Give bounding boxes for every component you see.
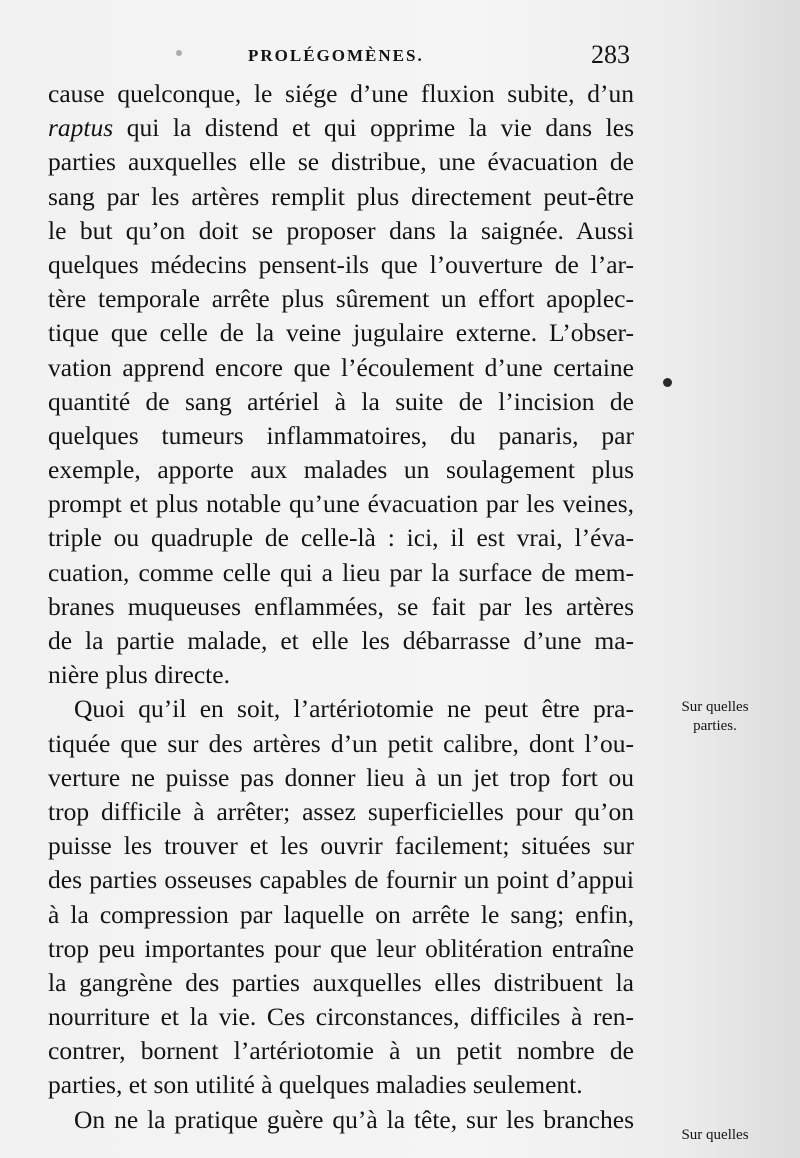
text-line: trop difficile à arrêter; assez superficielles pour qu’on (48, 796, 634, 826)
text-line: à la compression par laquelle on arrête le sang; enfin, (48, 899, 634, 929)
margin-note-line: parties. (693, 718, 737, 734)
italic-term: raptus (48, 113, 114, 143)
ink-spot (663, 378, 672, 387)
text-line: nourriture et la vie. Ces circonstances, difficiles à ren- (48, 1002, 634, 1032)
text-line (48, 111, 634, 145)
text-line: tiquée que sur des artères d’un petit calibre, dont l’ou- (48, 728, 634, 758)
body-text (48, 77, 634, 1137)
text-line: quelques tumeurs inflammatoires, du panaris, par (48, 420, 634, 450)
text-line: contrer, bornent l’artériotomie à un petit nombre de (48, 1036, 634, 1066)
margin-note-line: Sur quelles (681, 1127, 749, 1143)
text-line: trop peu importantes pour que leur oblitération entraîne (48, 933, 634, 963)
text-line: quantité de sang artériel à la suite de l’incision de (48, 386, 634, 416)
text-line: exemple, apporte aux malades un soulagement plus (48, 455, 634, 485)
margin-note-2 (655, 1126, 775, 1145)
running-head (48, 40, 630, 74)
margin-note-1 (655, 698, 775, 736)
text-line: des parties osseuses capables de fournir un point d’appui (48, 865, 634, 895)
text-line: verture ne puisse pas donner lieu à un jet trop fort ou (48, 762, 634, 792)
ink-spot (176, 50, 182, 56)
text-line: parties, et son utilité à quelques maladies seulement. (48, 1070, 583, 1100)
text-line: puisse les trouver et les ouvrir facilement; situées sur (48, 831, 634, 861)
text-line: branes muqueuses enflammées, se fait par les artères (48, 591, 634, 621)
text-line: cuation, comme celle qui a lieu par la surface de mem- (48, 557, 634, 587)
text-line: triple ou quadruple de celle-là : ici, il est vrai, l’éva- (48, 523, 634, 553)
text-line: cause quelconque, le siége d’une fluxion subite, d’un (48, 79, 634, 108)
text-line: quelques médecins pensent-ils que l’ouverture de l’ar- (48, 249, 634, 279)
margin-note-line: Sur quelles (681, 699, 749, 715)
text-line: le but qu’on doit se proposer dans la saignée. Aussi (48, 215, 634, 245)
text-line: On ne la pratique guère qu’à la tête, sur les branches (74, 1104, 634, 1134)
text-line: vation apprend encore que l’écoulement d’une certaine (48, 352, 634, 382)
text-line: prompt et plus notable qu’une évacuation par les veines, (48, 489, 634, 519)
text-line: la gangrène des parties auxquelles elles distribuent la (48, 967, 634, 997)
running-title: PROLÉGOMÈNES. (248, 46, 424, 65)
text-segment: qui la distend et qui opprime la vie dans les (113, 113, 634, 143)
paragraph-2 (48, 692, 634, 1102)
paragraph-1 (48, 77, 634, 692)
page-number: 283 (591, 40, 630, 69)
text-line: nière plus directe. (48, 660, 230, 690)
text-line: de la partie malade, et elle les débarrasse d’une ma- (48, 626, 634, 655)
text-line: parties auxquelles elle se distribue, une évacuation de (48, 147, 634, 177)
text-line: Quoi qu’il en soit, l’artériotomie ne peut être pra- (74, 694, 634, 724)
text-line: tique que celle de la veine jugulaire externe. L’obser- (48, 318, 634, 348)
text-line: sang par les artères remplit plus directement peut-être (48, 181, 634, 211)
paragraph-3 (48, 1103, 634, 1137)
text-line: tère temporale arrête plus sûrement un effort apoplec- (48, 284, 634, 314)
